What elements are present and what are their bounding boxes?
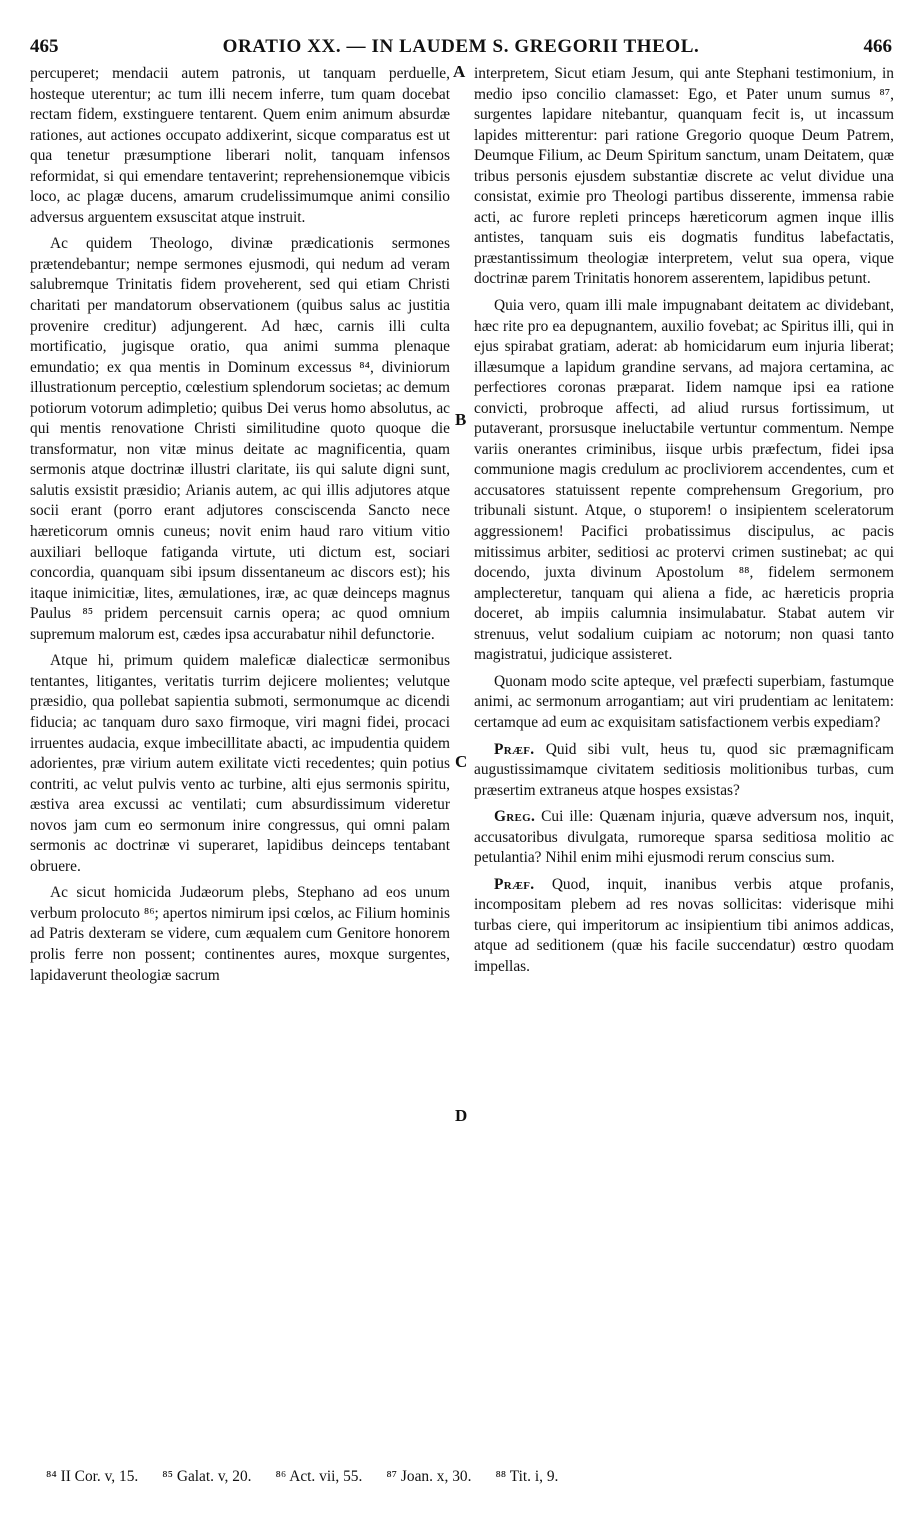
running-header	[30, 36, 892, 62]
dialogue-paragraph	[474, 740, 894, 802]
speaker-label: Greg.	[494, 808, 536, 826]
paragraph: Ac sicut homicida Judæorum plebs, Stephano ad eos unum verbum prolocuto ⁸⁶; apertos nimirum ipsi cœlos, ac Filium hominis ad Patris dexteram se videre, cum æqualem cum Genitore honorem prolis ferre non possent; continentes aures, moxque surgentes, lapidaverunt theologiæ sacrum	[30, 884, 450, 984]
footnotes	[46, 1468, 896, 1492]
margin-letter-a: A	[453, 62, 466, 81]
paragraph: Quonam modo scite apteque, vel præfecti superbiam, fastumque animi, ac sermonum arrogantiam; aut viri prudentiam ac lenitatem: certamque ad eum ac exquisitam satisfactionem verbis expediam?	[474, 672, 894, 731]
dialogue-text: Quid sibi vult, heus tu, quod sic præmagnificam augustissimamque civitatem seditiosis molitionibus turbas, cum præsertim extraneus atque hospes exsistas?	[474, 740, 894, 799]
paragraph: Quia vero, quam illi male impugnabant deitatem ac dividebant, hæc rite pro ea depugnantem, auxilio fovebat; ac Spiritus illi, qui in ejus spirabat gratiam, aderat: ab homicidarum eum injuria liberat; illæsumque a lapidum grandine servans, ad majora certamina, ac perfectiores coronas præparat. Iidem namque ipsi ea ratione convicti, probroque affecti, ad aliud rursus fortissimum, ut putaverant, prorsusque ineluctabile vertuntur commentum. Nempe variis onerantes criminibus, iisque urbis præfectum, fidei ipsa communione magis credulum ac procliviorem accendentes, cum et accusatores statuissent repente comprehensum Gregorium, pro tribunali sistunt. Atque, o stuporem! o insipientem sceleratorum aggressionem! Pacifici probatissimus discipulus, ac pacis mitissimus arbiter, seditiosi ac protervi crimen sustinebat; ac qui docendo, juxta divinum Apostolum ⁸⁸, fidelem sermonem amplecteretur, tanquam qui aliena a fide, ac hæreticis propria doceret, ab impiis calumnia insimulabatur. Stabat autem vir strenuus, velut sodalium cuipiam ac notorum; non quasi tanto magistratui, judicique assisteret.	[474, 297, 894, 664]
right-page-number: 466	[863, 36, 892, 57]
speaker-label: Præf.	[494, 740, 535, 758]
dialogue-text: Cui ille: Quænam injuria, quæve adversum nos, inquit, accusatoribus divulgata, rumoreque sparsa seditiosa molitio ac petulantia? Nihil enim mihi ejusmodi rerum conscius sum.	[474, 808, 894, 867]
footnote: ⁸⁶ Act. vii, 55.	[275, 1468, 363, 1485]
right-column	[474, 64, 894, 1444]
paragraph: Ac quidem Theologo, divinæ prædicationis sermones prætendebantur; nempe sermones ejusmodi, qui nedum ad veram salubremque Trinitatis fidem proveherent, sed qui etiam Christi charitati per mandatorum observationem (quibus salus ac justitia provenire creditur) adjungerent. Ad hæc, carnis illi culta mortificatio, jugisque oratio, qua animi summa plenaque emundatio; ex qua mentis in Dominum excessus ⁸⁴, diviniorum illustrationum perceptio, cœlestium splendorum societas; ac demum potiorum votorum adimpletio; quibus Dei verus homo absolutus, ac qui mentis renovatione Christi similitudine quoto quoque die transformatur, non vitæ minus deitate ac magnificentia, quam sermonis atque doctrinæ illustri claritate, iis qui salute digni sunt, salutis exsistit præsidio; Arianis autem, ac qui illis adjutores atque socii erant (porro erant adjutores consciscenda Sancto nece hæreticorum omnis cuneus; novit enim haud raro vitium vitio auxiliari belloque fatiganda virtute, uti dictum est, sociari concordia, quanquam sibi ipsum dissentaneum ac discors est); his itaque inimicitiæ, lites, æmulationes, iræ, ac quæ deinceps magnus Paulus ⁸⁵ pridem percensuit carnis opera; ac quod omnium supremum malorum est, cædes ipsa accurabatur nihil defunctorie.	[30, 235, 450, 643]
footnote: ⁸⁷ Joan. x, 30.	[386, 1468, 472, 1485]
paragraph: percuperet; mendacii autem patronis, ut tanquam perduelle, hosteque uterentur; ac tum illi necem inferre, tum quam docebat rectam fidem, exstinguere tentarent. Quem enim animum absurdæ rationes, aut actiones occupato addixerint, sicque comparatus est ut qua tenetur præsumptione liberari nolit, tanquam infensos reformidat, si qui emendare tentaverint; reprehensionemque vibicis loco, ac plagæ ducens, amarum crudelissimumque animi consilio adversus arguentem exsuscitat atque instruit.	[30, 65, 450, 226]
dialogue-paragraph	[474, 807, 894, 869]
footnote: ⁸⁴ II Cor. v, 15.	[46, 1468, 139, 1485]
running-title: ORATIO XX. — IN LAUDEM S. GREGORII THEOL.	[222, 36, 700, 57]
footnote: ⁸⁵ Galat. v, 20.	[162, 1468, 252, 1485]
footnote: ⁸⁸ Tit. i, 9.	[495, 1468, 559, 1485]
margin-letter-d: D	[455, 1106, 468, 1125]
paragraph: interpretem, Sicut etiam Jesum, qui ante Stephani testimonium, in medio ipso concilio clamasset: Ego, et Pater unum sumus ⁸⁷, surgentes lapidare nitebantur, quanquam fecit is, ut incassum lapides mitterentur: pari ratione Gregorio quoque Deum Patrem, Deumque Filium, ac Deum Spiritum sanctum, unam Deitatem, quæ tribus personis ejusdem substantiæ discrete ac velut dividue una consistat, eximie pro Theologi partibus disserente, immensa rabie acti, ac furore repleti princeps hæreticorum agmen inque illis antistes, tanquam suis eis dogmatis funditus labefactatis, præstantissimum theologiæ interpretem, velut sua opera, vique doctrinæ parem Trinitatis honorem asserentem, lapidibus petunt.	[474, 65, 894, 288]
dialogue-paragraph	[474, 875, 894, 978]
left-column	[30, 64, 450, 1444]
paragraph: Atque hi, primum quidem maleficæ dialecticæ sermonibus tentantes, litigantes, veritatis turrim dejicere molientes; velutque præsidio, qua pollebat sapientia submoti, sermonumque ac dicendi fiducia; ac tanquam duro saxo firmoque, viri magni fidei, procaci irruentes audacia, exque imbecillitate abacti, ac impudentia quidem adorientes, præ virium autem exilitate victi recedentes; quin potius contriti, ac velut pulvis vento ac turbine, alti ejus sermonis spiritu, æstiva area excussi ac ventilati; cum absurdissimum videretur novos jam cum eo sermonum inire congressus, qui omni palam sermonis ac doctrinæ vi superaret, lapidibus deinceps tentabant obruere.	[30, 652, 450, 875]
margin-letter-c: C	[455, 752, 468, 771]
dialogue-text: Quod, inquit, inanibus verbis atque profanis, incompositam plebem ad res novas sollicitas: viderisque mihi turbas ciere, qui imperitorum ac insipientium tibi animos addicas, atque ad seditionem (quæ his facile succendatur) œstro quodam impellas.	[474, 875, 894, 975]
speaker-label: Præf.	[494, 875, 535, 893]
left-page-number: 465	[30, 36, 59, 57]
margin-letter-b: B	[455, 410, 467, 429]
